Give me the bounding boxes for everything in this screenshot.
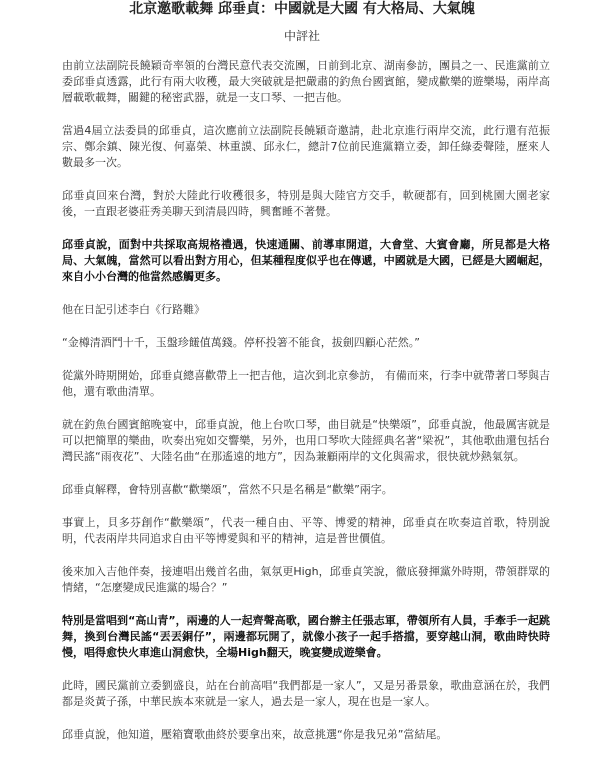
article-paragraph: “金樽清酒鬥十千，玉盤珍饈值萬錢。停杯投箸不能食，拔劍四顧心茫然。” [62, 336, 420, 349]
article-paragraph: 邱垂貞說，他知道，壓箱寶歌曲終於要拿出來，故意挑選“你是我兄弟”當結尾。 [62, 728, 448, 741]
article-paragraph: 事實上，貝多芬創作“歡樂頌”，代表一種自由、平等、博愛的精神，邱垂貞在吹奏這首歌，特別說明，代表兩岸共同追求自由平等博愛與和平的精神，這是普世價值。 [62, 516, 550, 545]
article-paragraph: 特別是當唱到“高山青”，兩邊的人一起齊聲高歌，國台辦主任張志軍，帶領所有人員，手牽手一起跳舞，換到台灣民謠“丟丟銅仔”，兩邊都玩開了，就像小孩子一起手搭擋，要穿越山洞，歌曲時快時慢，唱得愈快火車進山洞愈快，全場High翻天，晚宴變成遊樂會。 [62, 614, 550, 659]
article-paragraph: 邱垂貞說，面對中共採取高規格禮遇，快速通關、前導車開道，大會堂、大賓會廳，所見都是大格局、大氣魄，當然可以看出對方用心，但某種程度似乎也在傳遞，中國就是大國，已經是大國崛起，來自小小台灣的他當然感觸更多。 [62, 238, 550, 283]
article-paragraph: 此時，國民黨前立委劉盛良，站在台前高唱“我們都是一家人”，又是另番景象，歌曲意涵在於，我們都是炎黃子孫，中華民族本來就是一家人，過去是一家人，現在也是一家人。 [62, 679, 550, 708]
article-paragraph: 邱垂貞回來台灣，對於大陸此行收穫很多，特別是與大陸官方交手，軟硬都有，回到桃園大園老家後，一直跟老婆莊秀美聊天到清晨四時，興奮睡不著覺。 [62, 189, 550, 218]
article-source: 中評社 [283, 29, 320, 43]
article-paragraph: 由前立法副院長饒穎奇率領的台灣民意代表交流團，日前到北京、湖南參訪，團員之一、民進黨前立委邱垂貞透露，此行有兩大收穫，最大突破就是把嚴肅的釣魚台國賓館，變成歡樂的遊樂場，兩岸高層載歌載舞，關鍵的秘密武器，就是一支口琴、一把吉他。 [62, 59, 550, 104]
article-paragraph: 當過4屆立法委員的邱垂貞，這次應前立法副院長饒穎奇邀請，赴北京進行兩岸交流，此行還有范振宗、鄭余鎮、陳光復、何嘉榮、林重謨、邱永仁，總計7位前民進黨籍立委，卸任綠委聲陸，歷來人數最多一次。 [62, 124, 550, 169]
article-paragraph: 從黨外時期開始，邱垂貞總喜歡帶上一把吉他，這次到北京參訪， 有備而來，行李中就帶著口琴與吉他，還有歌曲清單。 [62, 369, 550, 398]
article-paragraph: 他在日記引述李白《行路難》 [62, 303, 205, 316]
article-title: 北京邀歌載舞 邱垂貞：中國就是大國 有大格局、大氣魄 [129, 1, 475, 17]
article-body [62, 58, 550, 760]
article-paragraph: 邱垂貞解釋，會特別喜歡“歡樂頌”，當然不只是名稱是“歡樂”兩字。 [62, 483, 393, 496]
article-paragraph: 後來加入吉他伴奏，接連唱出幾首名曲，氣氛更High，邱垂貞笑說，徹底發揮黨外時期，帶領群眾的情緒，“怎麼變成民進黨的場合？” [62, 565, 550, 594]
article-paragraph: 就在釣魚台國賓館晚宴中，邱垂貞說，他上台吹口琴，曲目就是“快樂頌”，邱垂貞說，他最厲害就是可以把簡單的樂曲，吹奏出宛如交響樂，另外，也用口琴吹大陸經典名著“梁祝”，其他歌曲還包括台灣民謠“雨夜花”、大陸名曲“在那遙遠的地方”，因為兼顧兩岸的文化與需求，很快就炒熱氣氛。 [62, 418, 550, 463]
